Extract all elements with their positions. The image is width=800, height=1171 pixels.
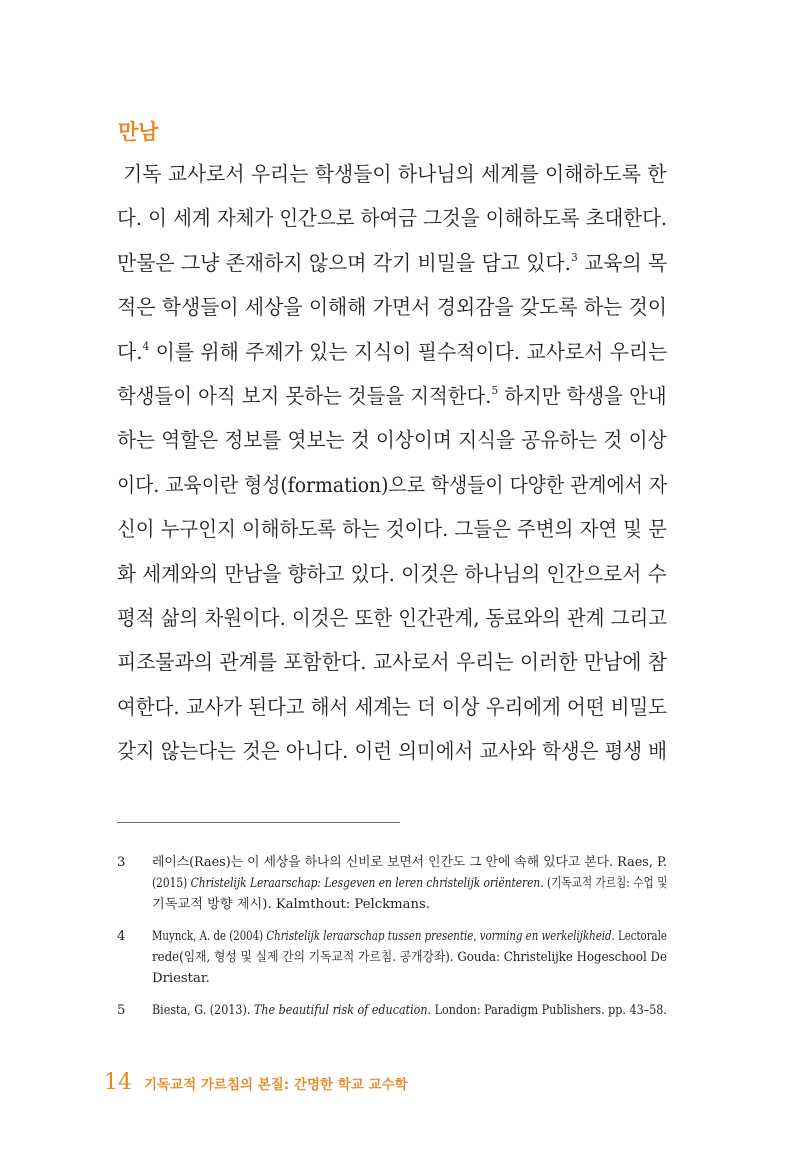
body-line: 신이 누구인지 이해하도록 하는 것이다. 그들은 주변의 자연 및 문 [117, 517, 668, 542]
footnote-line: rede(임재, 형성 및 실제 간의 기독교적 가르침. 공개강좌). Gouda: Christelijke Hogeschool De [152, 950, 667, 965]
footnote-number: 3 [117, 855, 126, 870]
body-line: 적은 학생들이 세상을 이해해 가면서 경외감을 갖도록 하는 것이 [117, 295, 668, 320]
body-line: 평적 삶의 차원이다. 이것은 또한 인간관계, 동료와의 관계 그리고 [117, 605, 668, 630]
footnote-ref: 4 [142, 339, 150, 353]
body-line: 화 세계와의 만남을 향하고 있다. 이것은 하나님의 인간으로서 수 [117, 561, 667, 586]
body-line: 하는 역할은 정보를 엿보는 것 이상이며 지식을 공유하는 것 이상 [117, 428, 667, 453]
footnote-line: Muynck, A. de (2004) Christelijk leraarschap tussen presentie, vorming en werkelijkheid. Lectorale [152, 929, 667, 944]
body-line: 이다. 교육이란 형성(formation)으로 학생들이 다양한 관계에서 자 [117, 472, 668, 497]
footnote-line: Biesta, G. (2013). The beautiful risk of education. London: Paradigm Publishers. pp. 43–58. [152, 1003, 667, 1018]
body-line: 학생들이 아직 보지 못하는 것들을 지적한다.$^5$ 하지만 학생을 안내 [117, 383, 667, 408]
footnote-line: 레이스(Raes)는 이 세상을 하나의 신비로 보면서 인간도 그 안에 속해 있다고 본다. Raes, P. [152, 855, 668, 870]
page-footer [104, 1070, 408, 1095]
footnote-divider [117, 822, 400, 823]
body-line: 기독 교사로서 우리는 학생들이 하나님의 세계를 이해하도록 한 [123, 162, 667, 186]
footnote-3 [117, 852, 667, 915]
body-line: 다. 이 세계 자체가 인간으로 하여금 그것을 이해하도록 초대한다. [117, 206, 668, 231]
body-line: 여한다. 교사가 된다고 해서 세계는 더 이상 우리에게 어떤 비밀도 [117, 694, 668, 719]
body-line: 피조물과의 관계를 포함한다. 교사로서 우리는 이러한 만남에 참 [117, 650, 668, 675]
page-number: 14 [104, 1070, 132, 1095]
footnote-line: 기독교적 방향 제시). Kalmthout: Pelckmans. [152, 897, 430, 912]
footnote-number: 5 [117, 1003, 126, 1018]
body-line: 만물은 그냥 존재하지 않으며 각기 비밀을 담고 있다.$^3$ 교육의 목 [117, 250, 668, 275]
running-title: 기독교적 가르침의 본질: 간명한 학교 교수학 [144, 1077, 408, 1093]
section-heading: 만남 [118, 120, 159, 144]
footnotes [117, 852, 667, 1032]
body-line: 갖지 않는다는 것은 아니다. 이런 의미에서 교사와 학생은 평생 배 [117, 739, 668, 764]
footnote-line: (2015) Christelijk Leraarschap: Lesgeven en leren christelijk oriënteren. (기독교적 가르침: 수업 및 [152, 876, 668, 891]
footnote-number: 4 [117, 929, 126, 944]
footnote-5 [117, 1000, 667, 1021]
footnote-ref: 3 [570, 250, 578, 264]
footnote-4 [117, 926, 667, 989]
body-line: 다.$^4$ 이를 위해 주제가 있는 지식이 필수적이다. 교사로서 우리는 [117, 339, 668, 364]
footnote-ref: 5 [491, 383, 499, 397]
body-paragraph [117, 152, 667, 773]
footnote-line: Driestar. [152, 971, 210, 986]
